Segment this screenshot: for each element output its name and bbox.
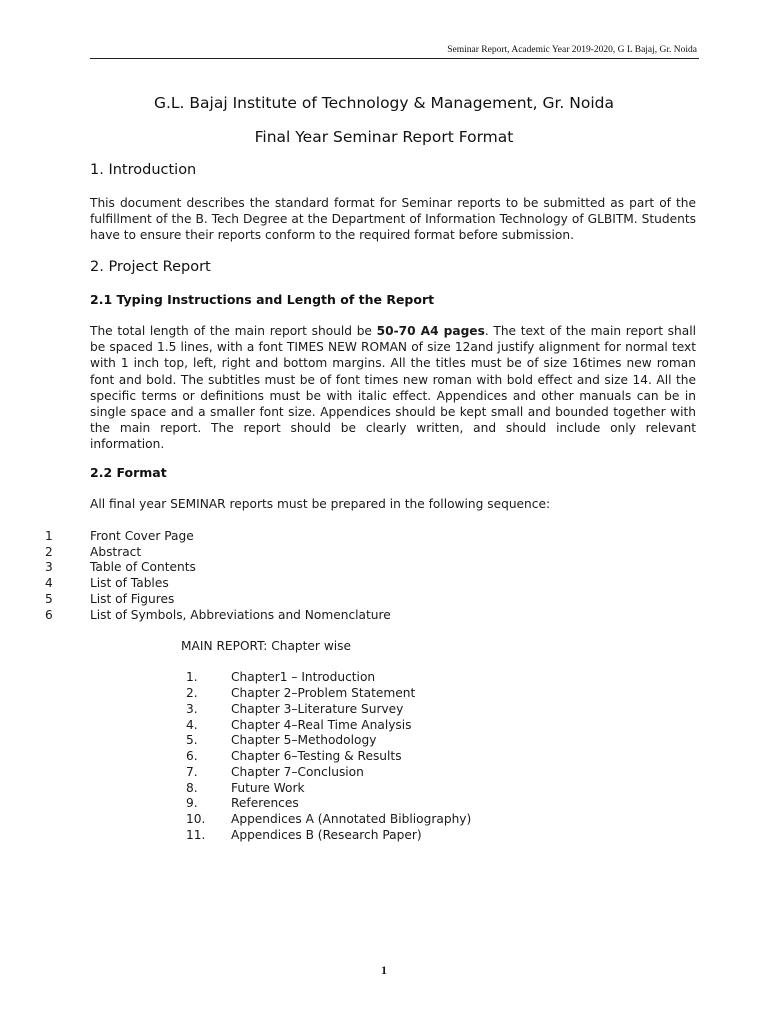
chapter-number: 6. <box>186 749 198 763</box>
chapter-number: 11. <box>186 828 206 842</box>
chapter-number: 8. <box>186 781 198 795</box>
front-item-label: Table of Contents <box>90 560 196 574</box>
typing-text-before: The total length of the main report should be <box>90 324 377 338</box>
front-item-label: List of Tables <box>90 576 169 590</box>
typing-instructions-heading: 2.1 Typing Instructions and Length of the Report <box>90 292 435 307</box>
chapter-label: Chapter 2–Problem Statement <box>231 686 416 700</box>
chapter-number: 3. <box>186 702 198 716</box>
chapter-label: Future Work <box>231 781 305 795</box>
typing-instructions-paragraph <box>90 323 696 453</box>
chapter-label: Chapter1 – Introduction <box>231 670 376 684</box>
project-report-heading: 2. Project Report <box>90 259 211 275</box>
chapter-label: Appendices B (Research Paper) <box>231 828 422 842</box>
document-title: Final Year Seminar Report Format <box>254 128 514 146</box>
front-item-number: 6 <box>45 608 53 622</box>
introduction-paragraph: This document describes the standard format for Seminar reports to be submitted as part of the fulfillment of the B. Tech Degree at the Department of Information Technology of GLBITM. Students have to ensure their reports conform to the required format before submission. <box>90 196 696 243</box>
chapter-label: Chapter 4–Real Time Analysis <box>231 718 412 732</box>
front-item-number: 1 <box>45 529 53 543</box>
running-header-text: Seminar Report, Academic Year 2019-2020, G L Bajaj, Gr. Noida <box>447 45 697 55</box>
page-number: 1 <box>381 963 387 977</box>
header-divider <box>90 58 699 59</box>
front-item-number: 5 <box>45 592 53 606</box>
format-intro: All final year SEMINAR reports must be prepared in the following sequence: <box>90 497 551 511</box>
chapter-label: Chapter 3–Literature Survey <box>231 702 404 716</box>
chapter-label: References <box>231 796 299 810</box>
chapter-number: 4. <box>186 718 198 732</box>
front-item-number: 4 <box>45 576 53 590</box>
chapter-number: 5. <box>186 733 198 747</box>
chapter-label: Chapter 6–Testing & Results <box>231 749 402 763</box>
main-report-label: MAIN REPORT: Chapter wise <box>181 639 352 653</box>
introduction-heading: 1. Introduction <box>90 162 197 178</box>
front-item-label: List of Symbols, Abbreviations and Nomenclature <box>90 608 391 622</box>
chapter-label: Chapter 5–Methodology <box>231 733 377 747</box>
chapter-number: 2. <box>186 686 198 700</box>
front-item-label: List of Figures <box>90 592 175 606</box>
page-length-emphasis: 50-70 A4 pages <box>376 324 485 338</box>
front-item-label: Front Cover Page <box>90 529 194 543</box>
chapter-number: 10. <box>186 812 206 826</box>
chapter-label: Chapter 7–Conclusion <box>231 765 364 779</box>
typing-text-after: . The text of the main report shall be spaced 1.5 lines, with a font TIMES NEW ROMAN of size 12and justify alignment for normal text with 1 inch top, left, right and bottom margins. All the titles must be of size 16times new roman font and bold. The subtitles must be of font times new roman with bold effect and size 14. All the specific terms or definitions must be with italic effect. Appendices and other manuals can be in single space and a smaller font size. Appendices should be kept small and bounded together with the main report. The report should be clearly written, and should include only relevant information. <box>90 324 696 452</box>
chapter-label: Appendices A (Annotated Bibliography) <box>231 812 472 826</box>
institute-title: G.L. Bajaj Institute of Technology & Management, Gr. Noida <box>153 94 615 112</box>
format-heading: 2.2 Format <box>90 465 167 480</box>
chapter-number: 9. <box>186 796 198 810</box>
front-item-number: 3 <box>45 560 53 574</box>
chapter-number: 1. <box>186 670 198 684</box>
front-item-label: Abstract <box>90 545 142 559</box>
front-item-number: 2 <box>45 545 53 559</box>
chapter-number: 7. <box>186 765 198 779</box>
